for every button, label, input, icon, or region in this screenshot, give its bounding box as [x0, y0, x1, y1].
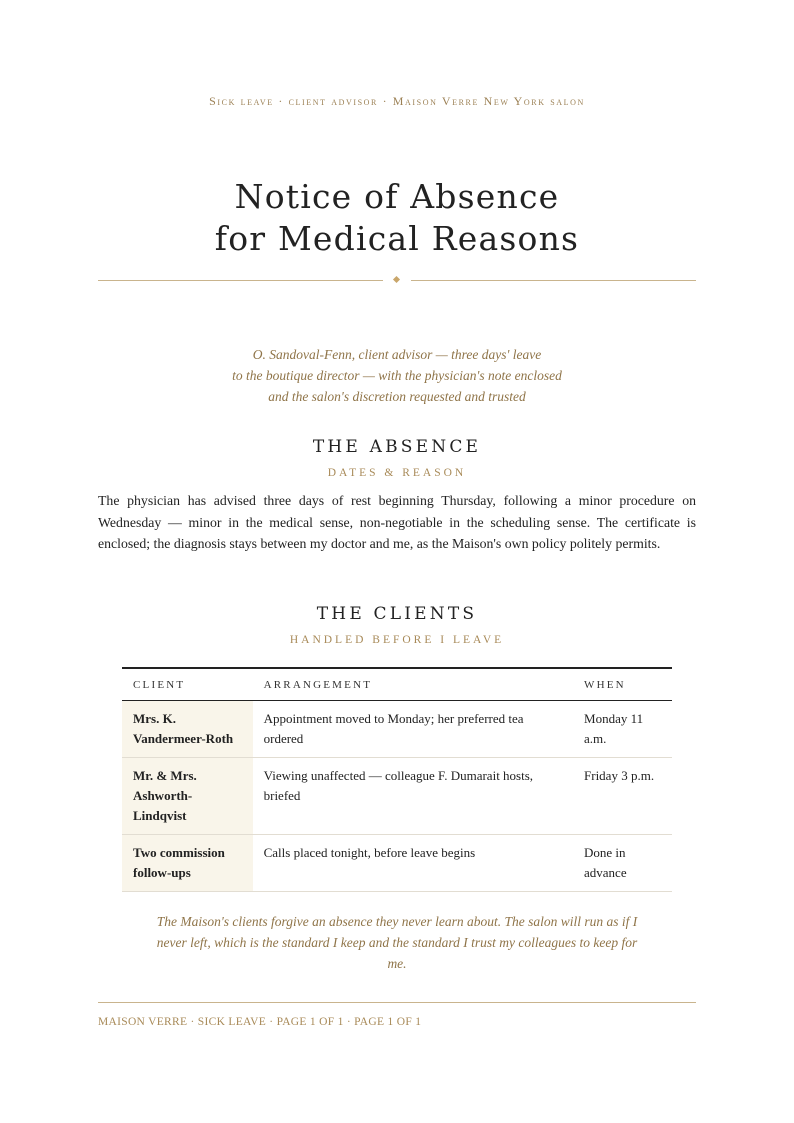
- page-footer: MAISON VERRE · SICK LEAVE · PAGE 1 OF 1 · PAGE 1 OF 1: [98, 1016, 422, 1028]
- document-kicker: Sick leave · client advisor · Maison Verre New York salon: [209, 94, 585, 108]
- dedication-line-1: O. Sandoval-Fenn, client advisor — three days' leave: [252, 347, 542, 362]
- absence-heading: THE ABSENCE: [312, 437, 482, 457]
- dedication-line-2: to the boutique director — with the physician's note enclosed: [232, 368, 562, 383]
- divider-line-left: [98, 280, 383, 281]
- arrangement-cell: Viewing unaffected — colleague F. Dumarait hosts, briefed: [253, 758, 573, 835]
- client-name-cell: Mr. & Mrs. Ashworth-Lindqvist: [122, 758, 253, 835]
- clients-table: [122, 667, 672, 892]
- when-cell: Done in advance: [573, 835, 672, 892]
- when-cell: Monday 11 a.m.: [573, 701, 672, 758]
- client-name-cell: Two commission follow-ups: [122, 835, 253, 892]
- arrangement-cell: Appointment moved to Monday; her preferred tea ordered: [253, 701, 573, 758]
- absence-body: The physician has advised three days of rest beginning Thursday, following a minor procedure on Wednesday — minor in the medical sense, non-negotiable in the scheduling sense. The certificate is enclosed; the diagnosis stays between my doctor and me, as the Maison's own policy politely permits.: [98, 493, 696, 551]
- divider-line-right: [411, 280, 696, 281]
- document-title: [0, 176, 794, 260]
- arrangement-cell: Calls placed tonight, before leave begins: [253, 835, 573, 892]
- when-cell: Friday 3 p.m.: [573, 758, 672, 835]
- column-header-arrangement: ARRANGEMENT: [253, 668, 573, 701]
- diamond-ornament-icon: [393, 276, 400, 283]
- absence-subheading: DATES & REASON: [327, 467, 467, 479]
- column-header-when: WHEN: [573, 668, 672, 701]
- title-line-2: for Medical Reasons: [214, 219, 580, 258]
- table-row: [122, 701, 672, 758]
- clients-subheading: HANDLED BEFORE I LEAVE: [289, 634, 505, 646]
- client-name-cell: Mrs. K. Vandermeer-Roth: [122, 701, 253, 758]
- footer-divider: [98, 1002, 696, 1003]
- table-header-row: [122, 668, 672, 701]
- closing-statement: The Maison's clients forgive an absence they never learn about. The salon will run as if I never left, which is the standard I keep and the standard I trust my colleagues to keep for me.: [156, 914, 638, 971]
- clients-heading: THE CLIENTS: [316, 604, 478, 624]
- dedication: [0, 344, 794, 407]
- table-row: [122, 835, 672, 892]
- title-line-1: Notice of Absence: [234, 177, 560, 216]
- dedication-line-3: and the salon's discretion requested and trusted: [268, 389, 526, 404]
- column-header-client: CLIENT: [122, 668, 253, 701]
- title-divider: [98, 274, 696, 286]
- table-row: [122, 758, 672, 835]
